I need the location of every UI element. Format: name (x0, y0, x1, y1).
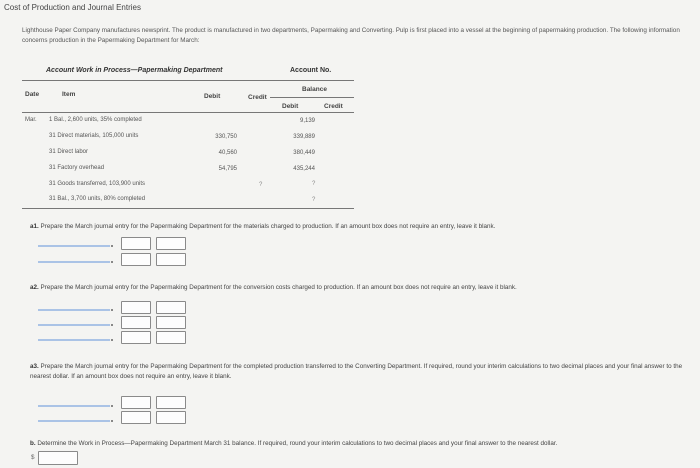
problem-intro: Lighthouse Paper Company manufactures newsprint. The product is manufactured in two departments, Papermaking and Converting. Pulp is first placed into a vessel at the beginning of papermaking production. The following information concerns production in the Papermaking Department for March: (22, 27, 680, 44)
account-title: Account Work in Process—Papermaking Department (46, 67, 223, 74)
table-row-credit-unknown: ? (259, 182, 263, 188)
question-a2-text: Prepare the March journal entry for the Papermaking Department for the conversion costs charged to production. If an amount box does not require an entry, leave it blank. (40, 284, 517, 291)
a2-dropdown-indicator (111, 309, 113, 311)
page-title: Cost of Production and Journal Entries (4, 3, 141, 12)
header-bottom-rule (22, 112, 354, 113)
question-b (30, 439, 698, 449)
header-balance: Balance (302, 86, 327, 93)
a1-account-input-1[interactable] (38, 238, 110, 247)
table-row-item: 31 Factory overhead (49, 165, 105, 171)
table-row-item: 31 Goods transferred, 103,900 units (49, 181, 146, 187)
a2-credit-input-3[interactable] (156, 331, 186, 344)
question-a3-label: a3. (30, 363, 39, 370)
table-row-debit: 54,795 (218, 166, 237, 172)
balance-rule (270, 97, 354, 98)
table-bottom-rule (22, 208, 354, 209)
a2-debit-input-1[interactable] (121, 301, 151, 314)
a2-account-input-1[interactable] (38, 302, 110, 311)
table-row-item: 31 Bal., 3,700 units, 80% completed (49, 196, 146, 202)
table-row-item: 31 Direct labor (49, 149, 89, 155)
table-row-debit: 40,560 (218, 150, 237, 156)
a2-credit-input-1[interactable] (156, 301, 186, 314)
question-a1-label: a1. (30, 223, 39, 230)
a1-credit-input-1[interactable] (156, 237, 186, 250)
header-balance-debit: Debit (282, 103, 299, 110)
a2-debit-input-3[interactable] (121, 331, 151, 344)
question-b-label: b. (30, 440, 36, 447)
a1-dropdown-indicator (111, 245, 113, 247)
a3-credit-input-1[interactable] (156, 396, 186, 409)
header-date: Date (25, 91, 40, 98)
a2-account-input-2[interactable] (38, 317, 110, 326)
a2-account-input-3[interactable] (38, 332, 110, 341)
account-number-label: Account No. (290, 67, 332, 74)
row-date: Mar. (25, 117, 37, 123)
a2-dropdown-indicator (111, 339, 113, 341)
table-row-balance-debit: 9,139 (299, 118, 315, 124)
table-row-balance-debit: 380,449 (293, 150, 315, 156)
a3-account-input-1[interactable] (38, 398, 110, 407)
table-top-rule (22, 80, 354, 81)
question-a2-label: a2. (30, 284, 39, 291)
a1-debit-input-1[interactable] (121, 237, 151, 250)
header-balance-credit: Credit (324, 103, 343, 110)
a2-credit-input-2[interactable] (156, 316, 186, 329)
table-row-item: 1 Bal., 2,600 units, 35% completed (49, 117, 142, 123)
question-a3-text: Prepare the March journal entry for the Papermaking Department for the completed production transferred to the Converting Department. If required, round your interim calculations to two decimal places and your final answer to the nearest dollar. If an amount box does not require an entry, leave it blank. (30, 363, 683, 380)
a2-dropdown-indicator (111, 324, 113, 326)
question-a1 (30, 222, 690, 232)
dollar-prefix: $ (31, 454, 35, 461)
a3-account-input-2[interactable] (38, 413, 110, 422)
a3-credit-input-2[interactable] (156, 411, 186, 424)
a3-dropdown-indicator (111, 405, 113, 407)
a1-debit-input-2[interactable] (121, 253, 151, 266)
a3-dropdown-indicator (111, 420, 113, 422)
a3-debit-input-2[interactable] (121, 411, 151, 424)
a2-debit-input-2[interactable] (121, 316, 151, 329)
table-row-balance-debit: 435,244 (293, 166, 315, 172)
a1-dropdown-indicator (111, 261, 113, 263)
a3-debit-input-1[interactable] (121, 396, 151, 409)
a1-credit-input-2[interactable] (156, 253, 186, 266)
table-row-item: 31 Direct materials, 105,000 units (49, 133, 139, 139)
b-balance-input[interactable] (38, 451, 78, 465)
a1-account-input-2[interactable] (38, 254, 110, 263)
header-debit: Debit (204, 93, 221, 100)
header-credit: Credit (248, 94, 267, 101)
question-b-text: Determine the Work in Process—Papermaking Department March 31 balance. If required, round your interim calculations to two decimal places and your final answer to the nearest dollar. (37, 440, 558, 447)
table-row-balance-debit: 339,889 (293, 134, 315, 140)
question-a3 (30, 362, 698, 382)
table-row-debit: 330,750 (215, 134, 237, 140)
question-a1-text: Prepare the March journal entry for the Papermaking Department for the materials charged to production. If an amount box does not require an entry, leave it blank. (40, 223, 496, 230)
question-a2 (30, 283, 690, 293)
header-item: Item (62, 91, 76, 98)
table-row-balance-unknown: ? (312, 181, 316, 187)
table-row-balance-unknown: ? (312, 197, 316, 203)
